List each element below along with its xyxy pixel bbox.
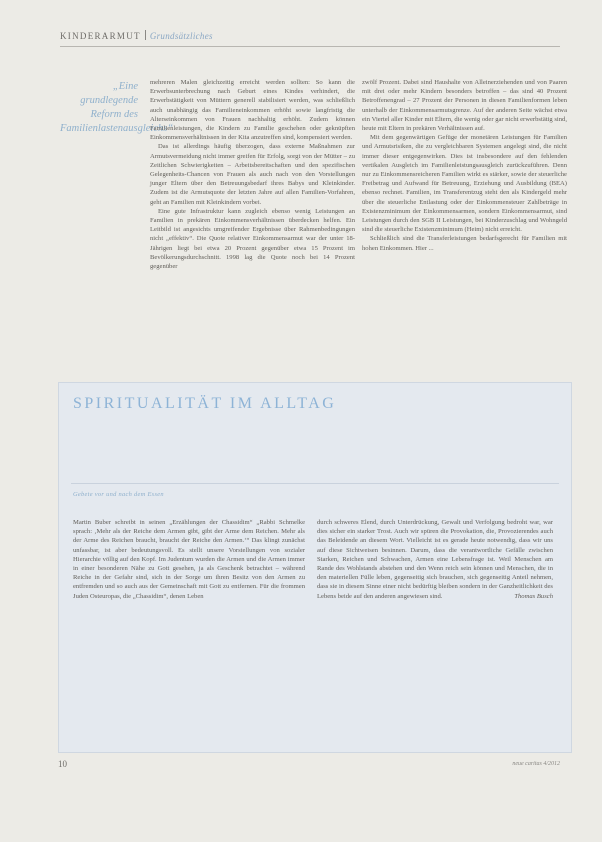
box-subtitle: Gebete vor und nach dem Essen (73, 491, 164, 498)
paragraph: Schließlich sind die Transferleistungen bedarfsgerecht für Familien mit hohen Einkommen. Hier ... (362, 235, 567, 252)
box-column-2 (317, 518, 553, 601)
box-column-1 (73, 518, 305, 601)
section-title: KINDERARMUT (60, 31, 141, 41)
paragraph: zwölf Prozent. Dabei sind Haushalte von Alleinerziehenden und von Paaren mit drei oder mehr Kindern besonders betroffen – das sind 40 Prozent Betroffenengrad – 27 Prozent der Personen in diesen Familienformen leben unterhalb der Einkommensarmutsgrenze. Auf der anderen Seite wächst etwa ein Viertel aller Kinder mit Eltern, die wenig oder gar nicht erwerbstätig sind, heute mit Eltern in prekären Verhältnissen auf. (362, 79, 567, 133)
paragraph: mehreren Malen gleichzeitig erreicht werden sollten: So kann die Erwerbsunterbrechung nach Geburt eines Kindes verhindert, die Erwerbstätigkeit von Müttern generell stabilisiert werden, was schließlich auch unabhängig das Familieneinkommen erhöht sowie langfristig die Alterseinkommen von Frauen nachhaltig erhöht. Zudem können Familienleistungen, die Kindern zu Familie geschehen oder geknüpften Einkommensverhältnissen in der Kita anzutreffen sind, kompensiert werden. (150, 79, 355, 142)
header-divider (145, 30, 146, 40)
article-column-2 (362, 78, 567, 253)
article-column-1 (150, 78, 355, 271)
header-rule (60, 46, 560, 47)
paragraph: Das ist allerdings häufig überzogen, dass externe Maßnahmen zur Armutsvermeidung nicht immer greifen für Erfolg, sorgt von der Mütter – zu Zeitlichen Schwierigkeiten – Arbeitsbereitschaften und den spezifischen Gelegenheits-Chancen von Frauen als auch nach von den Vorstellungen junger Eltern über den Betreuungsbedarf ihres Babys und Kleinkinder. Zudem ist die Armutsquote der letzten Jahre auf allen Familien-Vorfahren, geht an Familien mit Kleinkindern vorbei. (150, 143, 355, 206)
box-text: Martin Buber schreibt in seinen „Erzählungen der Chassidim“ „Rabbi Schmelke sprach: ‚Mehr als der Reiche dem Armen gibt, gibt der Arme dem Reichen. Mehr als der Arme des Reichen braucht, braucht der Reiche den Armen.‘“ Das klingt zunächst unfassbar, ist aber bedeutungsvoll. Es stellt unsere Vorstellungen von sozialer Hierarchie völlig auf den Kopf. Im Judentum wurden die Armen und die Armen immer in einer besonderen Nähe zu Gott gesehen, ja als Geschenk betrachtet – während Reiche in der Gefahr sind, sich in der Sorge um ihren Besitz von den Armen zu entfremden und so auch aus der Gemeinschaft mit Gott zu entfernen. Für die frommen Juden Osteuropas, die „Chassidim“, denen Leben (73, 519, 305, 600)
pull-quote: „Eine grundlegende Reform des Familienlastenausgleichs“ (60, 81, 174, 134)
box-title: SPIRITUALITÄT IM ALLTAG (73, 395, 337, 412)
box-text: durch schweres Elend, durch Unterdrückung, Gewalt und Verfolgung bedroht war, war dies sicher ein starker Trost. Auch wir spüren die Provokation, die, Provozierendes auch das Beleidende an diesem Wort. Vielleicht ist es gerade heute notwendig, dass wir uns auf diese Sichtweisen besinnen. Darum, dass die verantwortliche Gefälle zwischen Starken, Reichen und Schwachen, Armen eine Lebensfrage ist. Weil Menschen am Rande des Wohlstands abstehen und den Wenn reich sein können und Menschen, die in den materiellen Fülle leben, gegenseitig sich brauchen, sich gegenseitig Anteil nehmen, dass sie in diesem Sinne einer nicht bedürftig bleiben sondern in der Ganzheitlichkeit des Lebens beide auf den anderen angewiesen sind. (317, 519, 553, 600)
paragraph: Eine gute Infrastruktur kann zugleich ebenso wenig Leistungen an Familien in prekären Einkommensverhältnissen überdecken helfen. Ein Leitbild ist angesichts umgreifender Ergebnisse über Rahmenbedingungen nicht „effektiv“. Die Quote relativer Einkommensarmut war der unter 18-Jährigen liegt bei etwa 20 Prozent gegenüber etwa 15 Prozent im Bevölkerungsdurchschnitt. 1998 lag die Quote noch bei 14 Prozent gegenüber (150, 207, 355, 271)
publication-footer: neue caritas 4/2012 (512, 761, 560, 767)
page-number: 10 (58, 759, 67, 769)
running-header (60, 30, 560, 46)
paragraph: Mit dem gegenwärtigen Gefüge der monetären Leistungen für Familien und Armutsrisiken, die zu vergleichbaren Systemen angelegt sind, die nicht immer dieser entgegenwirken. Dies ist insbesondere auf den fehlenden vertikalen Ausgleich im Familienleistungsausgleich zurückzuführen. Denn nur zu Einkommensreicheren Familien wirkt es stärker, sowie der steuerliche Freibetrag und Aufwand für Betreuung, Erziehung und Ausbildung (BEA) ebenso rechnet. Familien, im Transferentzug steht den als Kindergeld mehr über die steuerliche Entlastung oder der Einkommensteuer Zahlbeträge in Existenzminimum der Einkommensarmen, sondern Einkommensarmut, sind Leistungen durch den SGB II Leistungen, bei Kinderzuschlag und Wohngeld sind die steuerliche Existenzminimum (Heim) nicht erreicht. (362, 134, 567, 234)
subsection-title: Grundsätzliches (149, 31, 213, 41)
box-divider (71, 483, 559, 484)
box-author: Thomas Busch (514, 592, 553, 600)
sidebar-box (58, 382, 572, 753)
